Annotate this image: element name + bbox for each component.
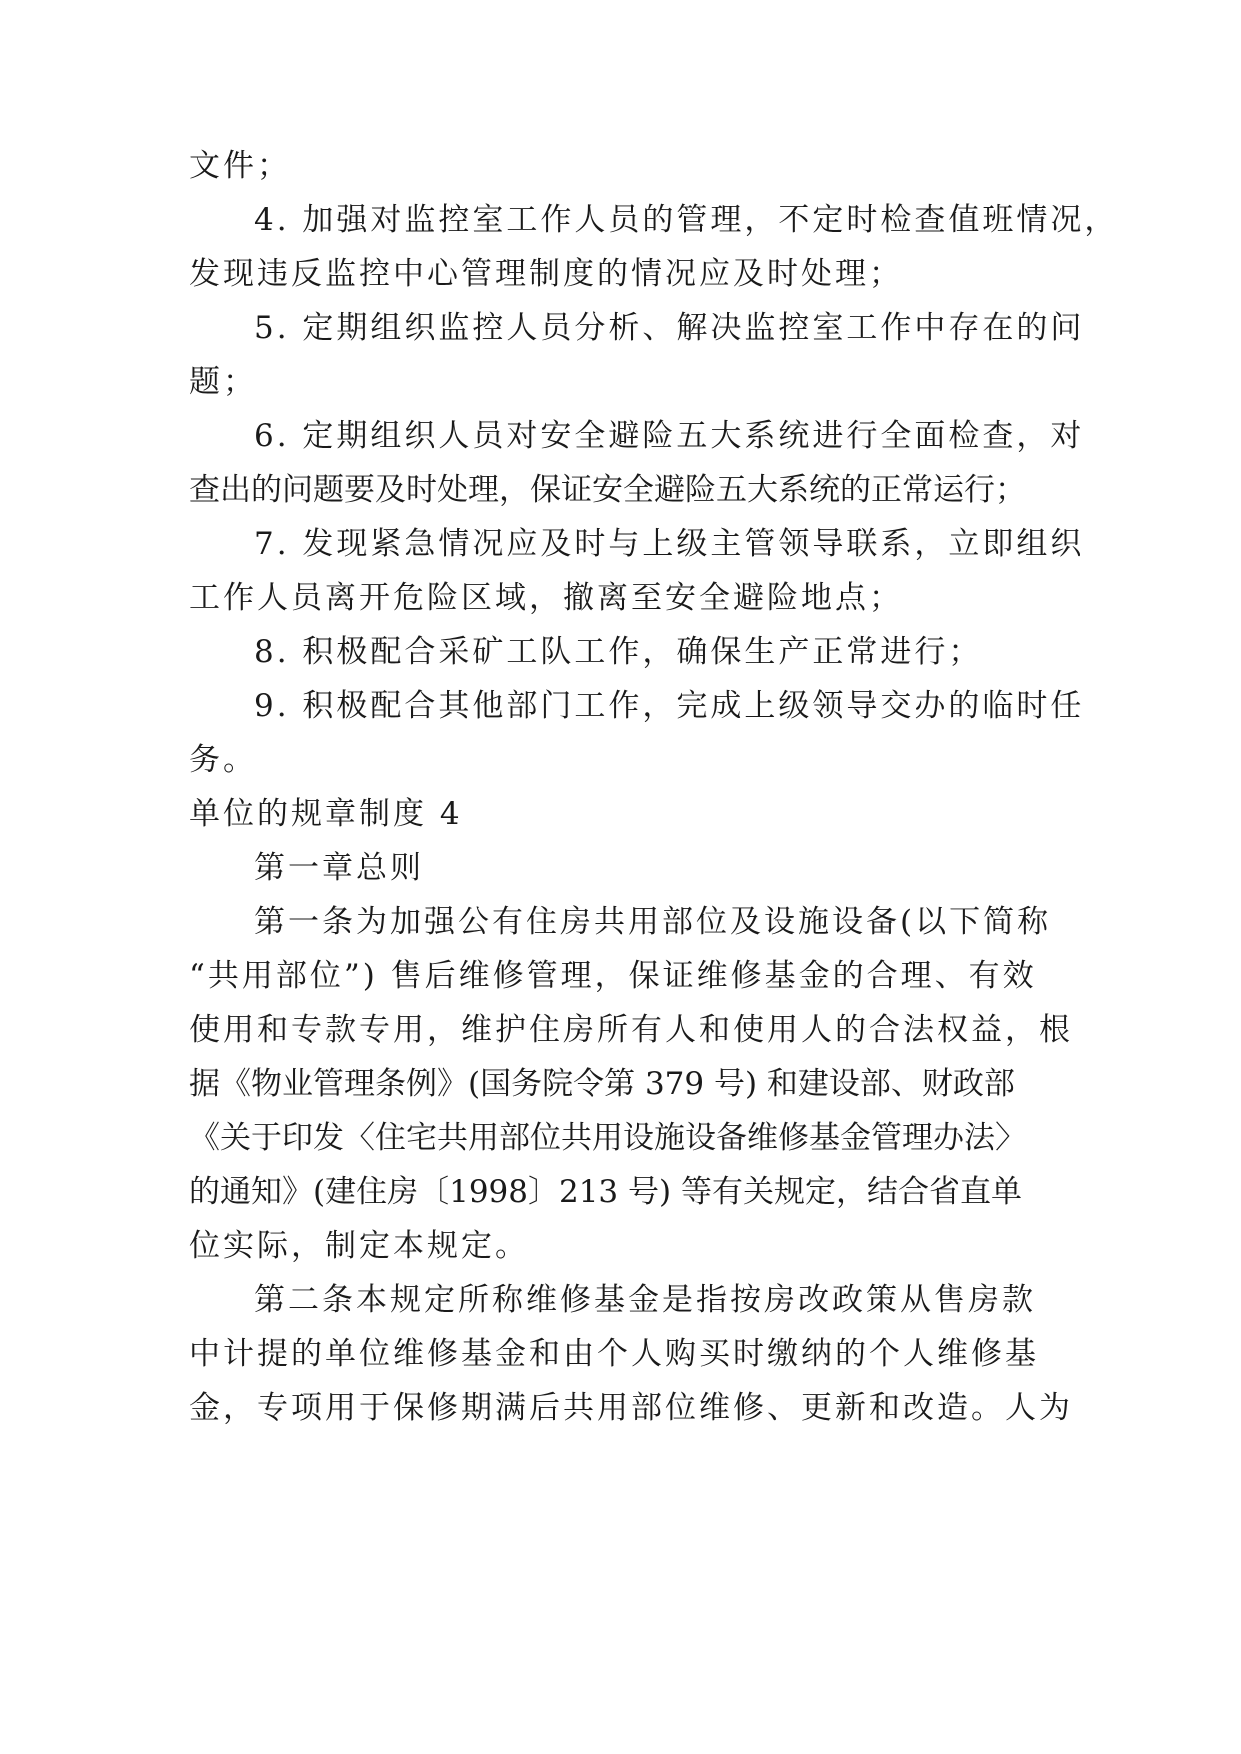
text-line: 查出的问题要及时处理，保证安全避险五大系统的正常运行； — [189, 472, 1026, 508]
text-line: 4. 加强对监控室工作人员的管理，不定时检查值班情况， — [254, 202, 1119, 238]
text-line: 的通知》(建住房〔1998〕213 号) 等有关规定，结合省直单 — [189, 1174, 1022, 1210]
text-line: 第二条本规定所称维修基金是指按房改政策从售房款 — [254, 1282, 1036, 1318]
text-line: 金，专项用于保修期满后共用部位维修、更新和改造。人为 — [189, 1390, 1073, 1426]
text-line: 《关于印发〈住宅共用部位共用设施设备维修基金管理办法〉 — [189, 1120, 1026, 1156]
text-line: 发现违反监控中心管理制度的情况应及时处理； — [189, 256, 903, 292]
text-line: 使用和专款专用，维护住房所有人和使用人的合法权益，根 — [189, 1012, 1073, 1048]
text-line: 8. 积极配合采矿工队工作，确保生产正常进行； — [254, 634, 983, 670]
text-line: 据《物业管理条例》(国务院令第 379 号) 和建设部、财政部 — [189, 1066, 1015, 1102]
chapter-heading: 第一章总则 — [254, 850, 424, 886]
text-line: “共用部位”) 售后维修管理，保证维修基金的合理、有效 — [189, 958, 1037, 994]
text-line: 文件； — [189, 148, 291, 184]
text-line: 5. 定期组织监控人员分析、解决监控室工作中存在的问 — [254, 310, 1085, 346]
text-line: 工作人员离开危险区域，撤离至安全避险地点； — [189, 580, 903, 616]
text-line: 第一条为加强公有住房共用部位及设施设备(以下简称 — [254, 904, 1052, 940]
text-line: 9. 积极配合其他部门工作，完成上级领导交办的临时任 — [254, 688, 1085, 724]
text-line: 务。 — [189, 742, 257, 778]
text-line: 题； — [189, 364, 257, 400]
section-heading: 单位的规章制度 4 — [189, 796, 463, 832]
text-line: 中计提的单位维修基金和由个人购买时缴纳的个人维修基 — [189, 1336, 1039, 1372]
text-line: 位实际，制定本规定。 — [189, 1228, 529, 1264]
text-line: 7. 发现紧急情况应及时与上级主管领导联系，立即组织 — [254, 526, 1085, 562]
text-line: 6. 定期组织人员对安全避险五大系统进行全面检查，对 — [254, 418, 1085, 454]
